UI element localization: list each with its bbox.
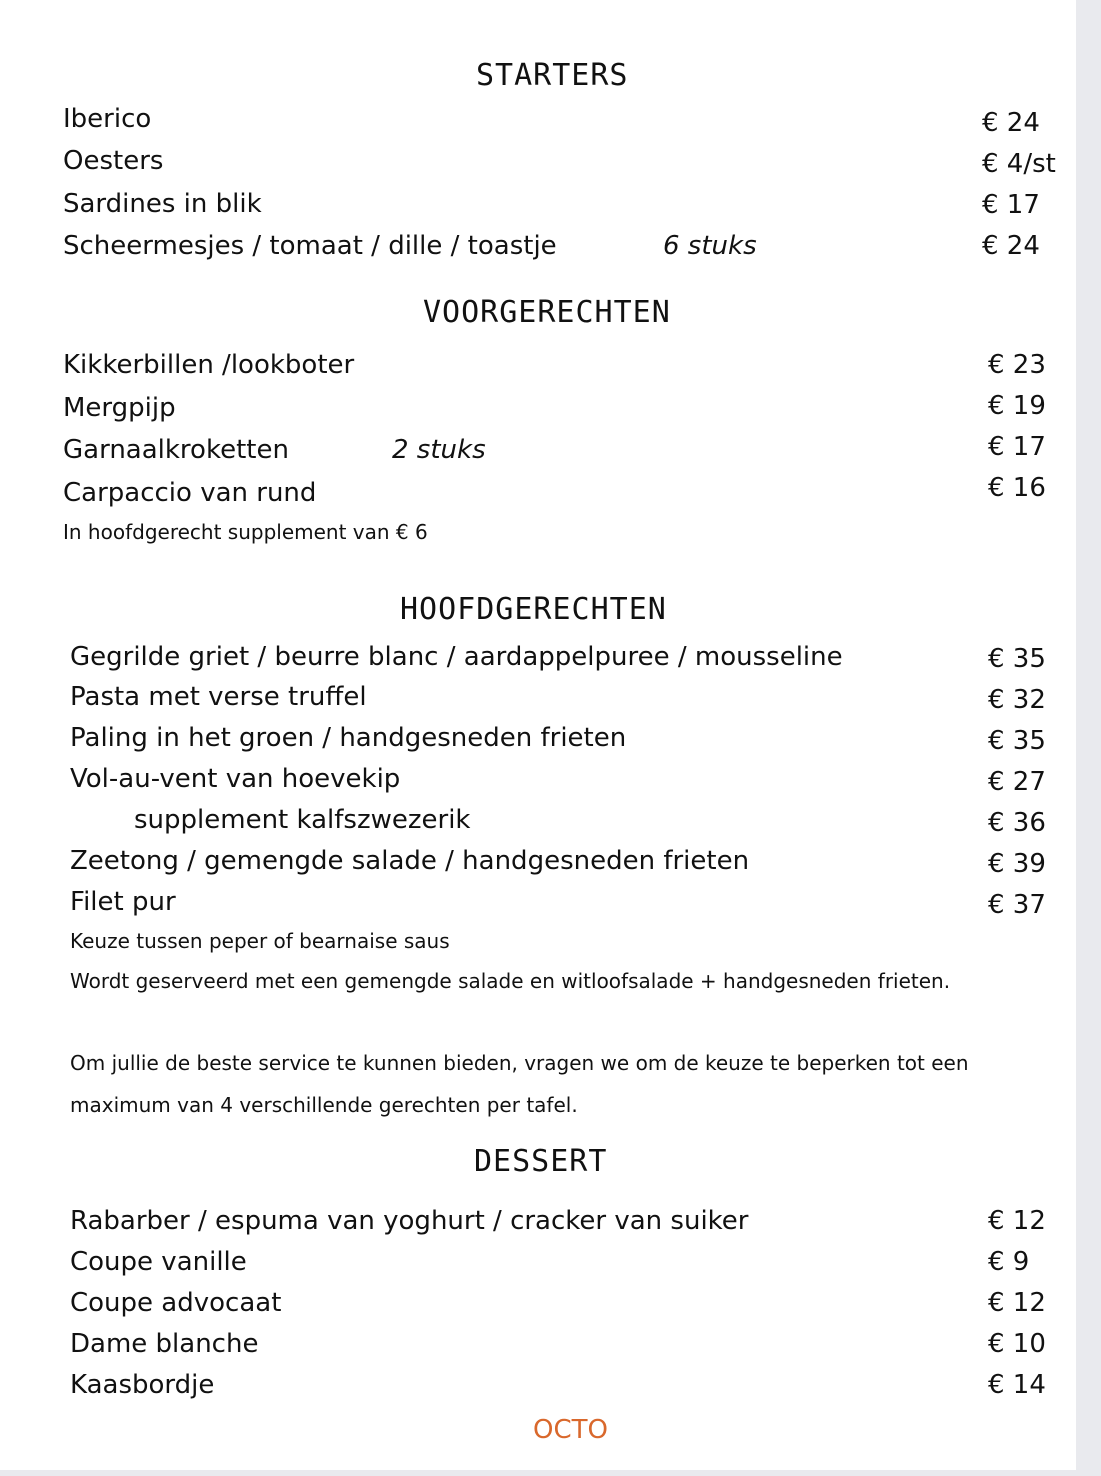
section-title-dessert: DESSERT <box>474 1144 608 1179</box>
menu-item-price: € 37 <box>988 890 1046 920</box>
menu-note: Wordt geserveerd met een gemengde salade en witloofsalade + handgesneden frieten. <box>70 969 951 993</box>
menu-item-price: € 12 <box>988 1288 1046 1318</box>
menu-item-price: € 19 <box>988 391 1046 421</box>
menu-item-name: Coupe vanille <box>70 1247 247 1277</box>
menu-item-name: Carpaccio van rund <box>63 478 317 508</box>
menu-item-price: € 14 <box>988 1370 1046 1400</box>
menu-item-name: Kaasbordje <box>70 1370 215 1400</box>
section-title-hoofdgerechten: HOOFDGERECHTEN <box>400 592 667 627</box>
menu-item-name: Filet pur <box>70 887 176 917</box>
menu-item-name: Sardines in blik <box>63 189 262 219</box>
menu-item-price: € 16 <box>988 473 1046 503</box>
menu-item-quantity: 2 stuks <box>392 435 486 465</box>
menu-item-name: Vol-au-vent van hoevekip <box>70 764 401 794</box>
menu-item-price: € 10 <box>988 1329 1046 1359</box>
menu-note: In hoofdgerecht supplement van € 6 <box>63 520 428 544</box>
menu-item-price: € 35 <box>988 726 1046 756</box>
menu-item-price: € 9 <box>988 1247 1030 1277</box>
menu-item-name: Coupe advocaat <box>70 1288 282 1318</box>
menu-item-price: € 24 <box>982 231 1040 261</box>
section-title-voorgerechten: VOORGERECHTEN <box>423 295 671 330</box>
menu-item-supplement: supplement kalfszwezerik <box>134 805 471 835</box>
menu-item-price: € 17 <box>988 432 1046 462</box>
menu-item-price: € 27 <box>988 767 1046 797</box>
menu-item-price: € 39 <box>988 849 1046 879</box>
menu-note: Keuze tussen peper of bearnaise saus <box>70 929 450 953</box>
menu-item-name: Oesters <box>63 146 164 176</box>
menu-item-price: € 23 <box>988 350 1046 380</box>
menu-item-name: Mergpijp <box>63 393 176 423</box>
menu-item-name: Kikkerbillen /lookboter <box>63 350 355 380</box>
menu-item-price: € 12 <box>988 1206 1046 1236</box>
menu-item-price: € 24 <box>982 108 1040 138</box>
brand-logo-text: OCTO <box>533 1415 608 1445</box>
menu-item-name: Pasta met verse truffel <box>70 682 367 712</box>
menu-item-quantity: 6 stuks <box>663 231 757 261</box>
menu-item-price: € 17 <box>982 190 1040 220</box>
menu-info-text: Om jullie de beste service te kunnen bieden, vragen we om de keuze te beperken tot een <box>70 1051 969 1075</box>
menu-item-price: € 35 <box>988 644 1046 674</box>
menu-item-name: Gegrilde griet / beurre blanc / aardappelpuree / mousseline <box>70 642 843 672</box>
section-title-starters: STARTERS <box>476 58 629 93</box>
menu-item-name: Garnaalkroketten <box>63 435 289 465</box>
menu-info-text: maximum van 4 verschillende gerechten per tafel. <box>70 1093 578 1117</box>
menu-item-price: € 4/st <box>982 149 1056 179</box>
menu-item-price: € 36 <box>988 808 1046 838</box>
menu-item-name: Paling in het groen / handgesneden frieten <box>70 723 627 753</box>
menu-item-name: Iberico <box>63 104 152 134</box>
menu-item-name: Dame blanche <box>70 1329 259 1359</box>
menu-item-name: Zeetong / gemengde salade / handgesneden frieten <box>70 846 750 876</box>
menu-item-price: € 32 <box>988 685 1046 715</box>
menu-item-name: Scheermesjes / tomaat / dille / toastje <box>63 231 557 261</box>
menu-item-name: Rabarber / espuma van yoghurt / cracker van suiker <box>70 1206 749 1236</box>
